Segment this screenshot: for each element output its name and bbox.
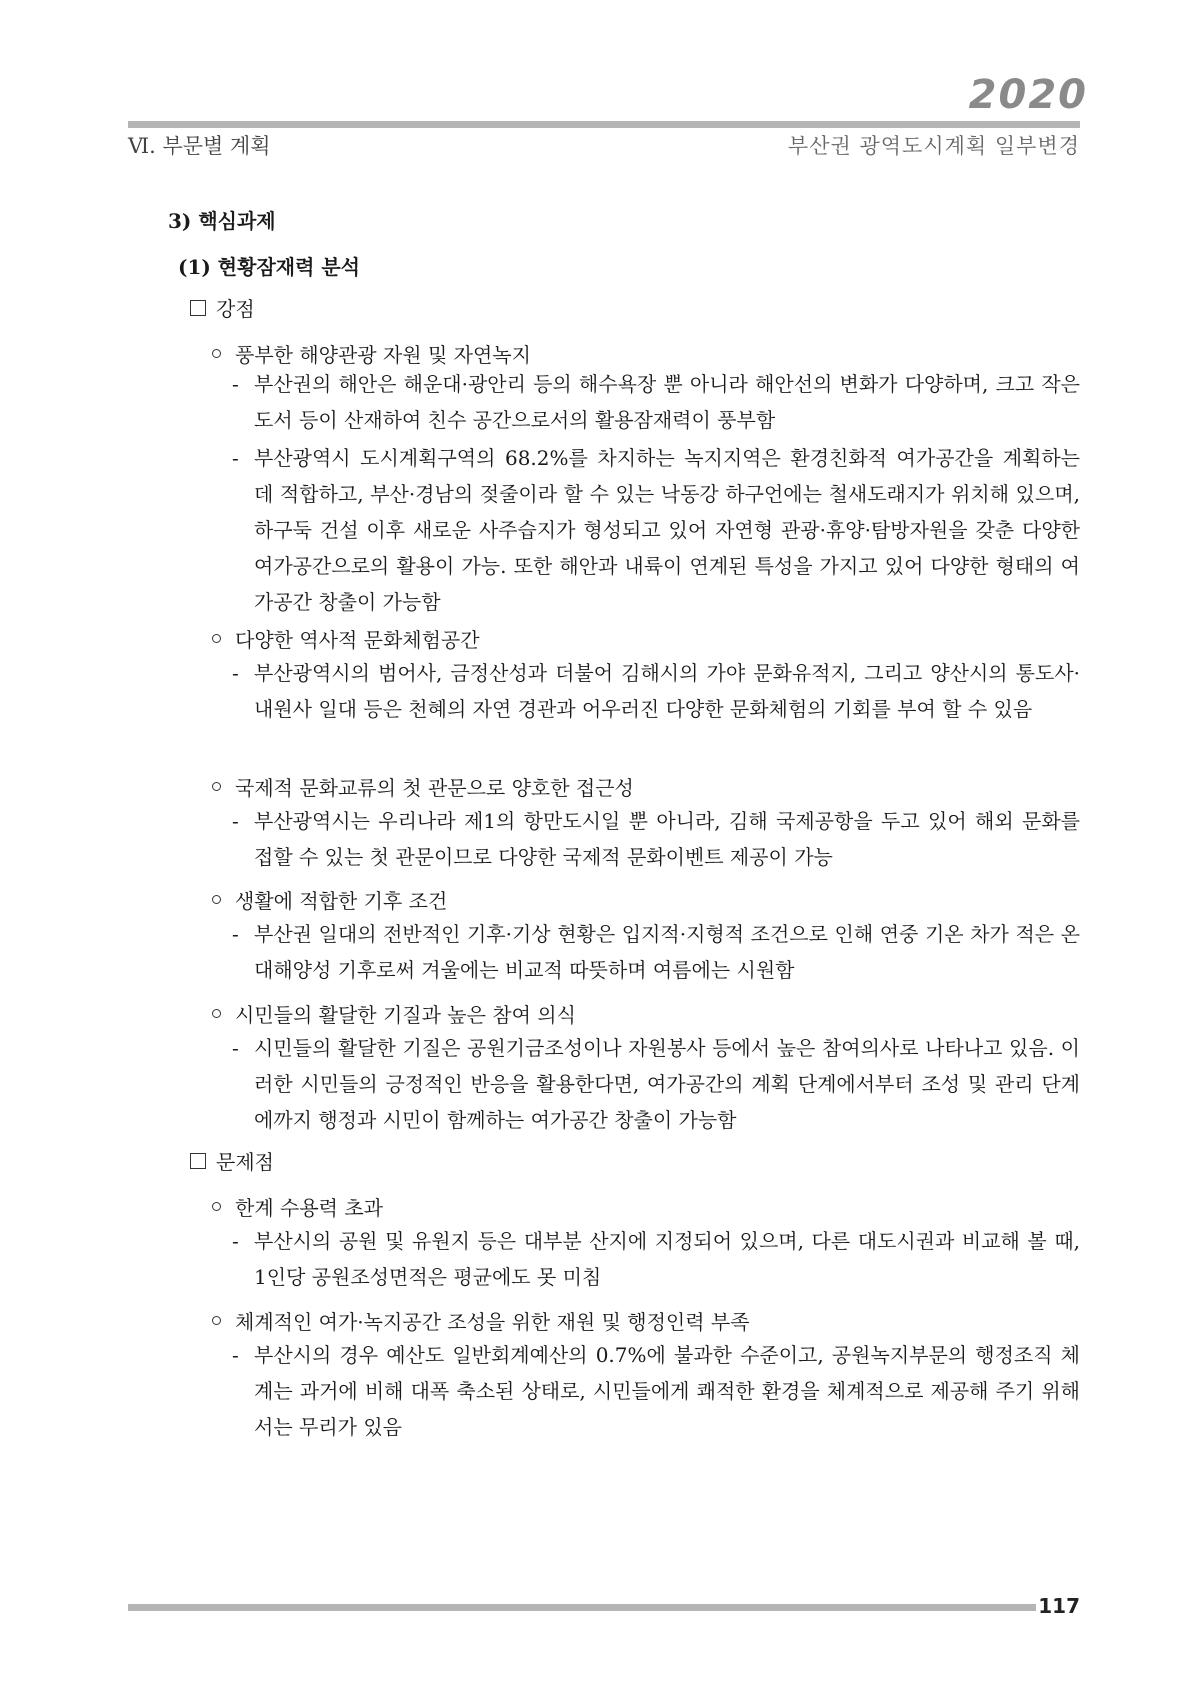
strengths-label: 강점 — [216, 297, 255, 321]
square-bullet-icon — [190, 300, 206, 316]
paragraph — [232, 1337, 1080, 1445]
subsection-heading: (1) 현황잠재력 분석 — [178, 255, 361, 279]
problems-label: 문제점 — [216, 1150, 274, 1174]
chapter-title: Ⅵ. 부문별 계획 — [128, 134, 271, 158]
paragraph — [232, 916, 1080, 988]
paragraph-text: 부산광역시는 우리나라 제1의 항만도시일 뿐 아니라, 김해 국제공항을 두고 있어 해외 문화를 접할 수 있는 첫 관문이므로 다양한 국제적 문화이벤트 제공이 가능 — [254, 809, 1080, 869]
strengths-heading — [190, 293, 255, 322]
circle-bullet-icon — [212, 1009, 221, 1018]
page-number: 117 — [1038, 1594, 1080, 1618]
square-bullet-icon — [190, 1153, 206, 1169]
problems-heading — [190, 1146, 274, 1175]
bullet-item — [212, 624, 480, 653]
dash-icon: - — [232, 809, 239, 833]
circle-bullet-icon — [212, 782, 221, 791]
circle-bullet-icon — [212, 1316, 221, 1325]
circle-bullet-icon — [212, 1202, 221, 1211]
bullet-item — [212, 885, 447, 914]
dash-icon: - — [232, 372, 239, 396]
circle-bullet-icon — [212, 349, 221, 358]
paragraph — [232, 803, 1080, 875]
bullet-item — [212, 772, 634, 801]
circle-bullet-icon — [212, 634, 221, 643]
section-heading: 3) 핵심과제 — [168, 209, 276, 233]
paragraph — [232, 440, 1080, 620]
bullet-title: 한계 수용력 초과 — [235, 1196, 383, 1220]
dash-icon: - — [232, 446, 239, 470]
paragraph-text: 부산광역시 도시계획구역의 68.2%를 차지하는 녹지지역은 환경친화적 여가공간을 계획하는 데 적합하고, 부산·경남의 젖줄이라 할 수 있는 낙동강 하구언에는 철새도래지가 위치해 있으며, 하구둑 건설 이후 새로운 사주습지가 형성되고 있어 자연형 관광·휴양·탐방자원을 갖춘 다양한 여가공간으로의 활용이 가능. 또한 해안과 내륙이 연계된 특성을 가지고 있어 다양한 형태의 여가공간 창출이 가능함 — [254, 446, 1080, 614]
bullet-item — [212, 1192, 383, 1221]
paragraph-text: 부산권 일대의 전반적인 기후·기상 현황은 입지적·지형적 조건으로 인해 연중 기온 차가 적은 온대해양성 기후로써 겨울에는 비교적 따뜻하며 여름에는 시원함 — [254, 922, 1080, 982]
bullet-title: 생활에 적합한 기후 조건 — [235, 889, 448, 913]
dash-icon: - — [232, 1036, 239, 1060]
footer-rule — [128, 1604, 1036, 1611]
paragraph — [232, 366, 1080, 438]
bullet-item — [212, 999, 576, 1028]
circle-bullet-icon — [212, 895, 221, 904]
paragraph-text: 부산시의 경우 예산도 일반회계예산의 0.7%에 불과한 수준이고, 공원녹지부문의 행정조직 체계는 과거에 비해 대폭 축소된 상태로, 시민들에게 쾌적한 환경을 체계적으로 제공해 주기 위해서는 무리가 있음 — [254, 1343, 1080, 1439]
bullet-item — [212, 1306, 750, 1335]
bullet-title: 다양한 역사적 문화체험공간 — [235, 628, 480, 652]
dash-icon: - — [232, 1229, 239, 1253]
bullet-title: 풍부한 해양관광 자원 및 자연녹지 — [235, 343, 531, 367]
paragraph-text: 부산시의 공원 및 유원지 등은 대부분 산지에 지정되어 있으며, 다른 대도시권과 비교해 볼 때, 1인당 공원조성면적은 평균에도 못 미침 — [254, 1229, 1080, 1289]
document-title: 부산권 광역도시계획 일부변경 — [787, 134, 1080, 158]
year-label: 2020 — [968, 72, 1088, 118]
dash-icon: - — [232, 661, 239, 685]
paragraph-text: 시민들의 활달한 기질은 공원기금조성이나 자원봉사 등에서 높은 참여의사로 나타나고 있음. 이러한 시민들의 긍정적인 반응을 활용한다면, 여가공간의 계획 단계에서부터 조성 및 관리 단계에까지 행정과 시민이 함께하는 여가공간 창출이 가능함 — [254, 1036, 1080, 1132]
bullet-item — [212, 339, 531, 368]
paragraph-text: 부산권의 해안은 해운대·광안리 등의 해수욕장 뿐 아니라 해안선의 변화가 다양하며, 크고 작은 도서 등이 산재하여 친수 공간으로서의 활용잠재력이 풍부함 — [254, 372, 1080, 432]
paragraph — [232, 1223, 1080, 1295]
paragraph — [232, 1030, 1080, 1138]
header-rule — [128, 121, 1080, 128]
bullet-title: 국제적 문화교류의 첫 관문으로 양호한 접근성 — [235, 776, 634, 800]
bullet-title: 시민들의 활달한 기질과 높은 참여 의식 — [235, 1003, 576, 1027]
paragraph-text: 부산광역시의 범어사, 금정산성과 더불어 김해시의 가야 문화유적지, 그리고 양산시의 통도사·내원사 일대 등은 천혜의 자연 경관과 어우러진 다양한 문화체험의 기회를 부여 할 수 있음 — [254, 661, 1080, 721]
paragraph — [232, 655, 1080, 727]
bullet-title: 체계적인 여가·녹지공간 조성을 위한 재원 및 행정인력 부족 — [235, 1310, 750, 1334]
dash-icon: - — [232, 1343, 239, 1367]
dash-icon: - — [232, 922, 239, 946]
